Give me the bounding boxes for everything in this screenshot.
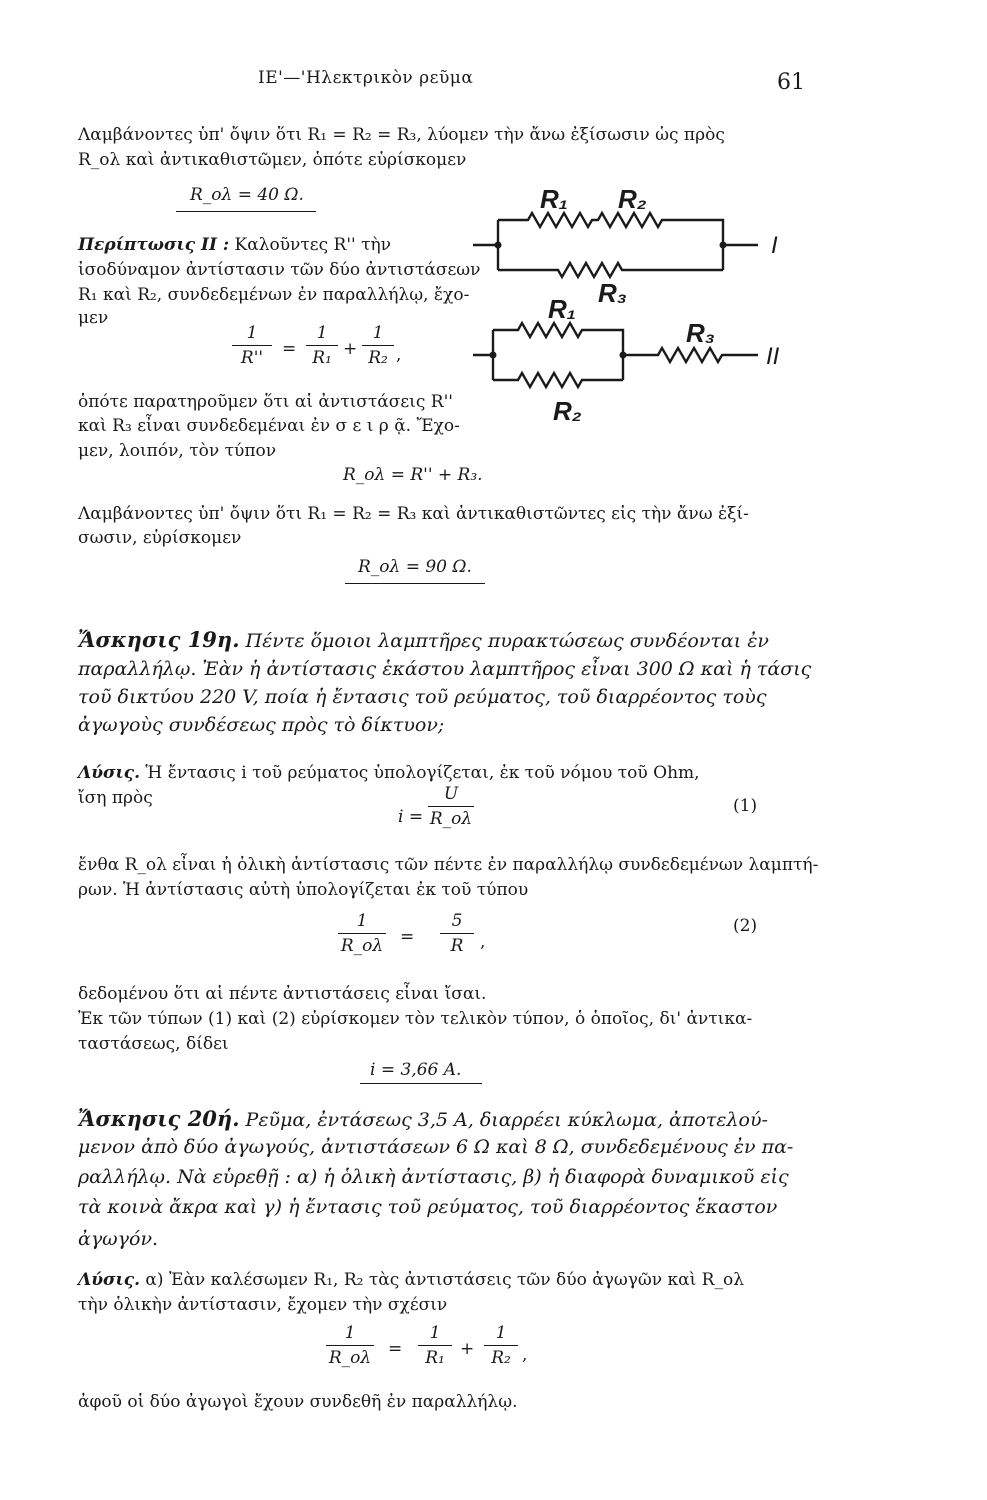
ex20-eq-frac-a (418, 1322, 452, 1369)
case2-eq-lhs-den: R'' (240, 348, 264, 368)
case2-line1 (78, 235, 391, 255)
case2-line4: μεν (78, 308, 109, 328)
ex20-eq-den-a: R₁ (425, 1348, 445, 1368)
ex19-eq2-equals: = (400, 927, 415, 947)
p1-result: R_ολ = 40 Ω. (190, 185, 304, 205)
ex19-eq2-frac-right (440, 910, 474, 957)
circuit1-label-r2: R₂ (618, 184, 647, 214)
case2-eq-b-den: R₂ (368, 348, 388, 368)
case2-heading: Περίπτωσις ΙΙ : (78, 235, 230, 255)
ex20-eq-comma: , (522, 1345, 528, 1365)
ex20-eq-frac-left (326, 1322, 374, 1369)
circuit1-label-r3: R₃ (598, 278, 627, 308)
ex19-sol-line1 (78, 763, 700, 783)
ex19-line8: Ἐκ τῶν τύπων (1) καὶ (2) εὑρίσκομεν τὸν τελικὸν τύπον, ὁ ὁποῖος, δι' ἀντικα- (78, 1009, 753, 1029)
case2-line3: R₁ καὶ R₂, συνδεδεμένων ἐν παραλλήλῳ, ἔχο- (78, 285, 470, 305)
p2-result: R_ολ = 90 Ω. (358, 557, 472, 577)
ex19-sol-line1-text: Ἡ ἔντασις i τοῦ ρεύματος ὑπολογίζεται, ἐκ τοῦ νόμου τοῦ Ohm, (145, 763, 700, 783)
p2-line1: Λαμβάνοντες ὑπ' ὄψιν ὅτι R₁ = R₂ = R₃ καὶ ἀντικαθιστῶντες εἰς τὴν ἄνω ἐξί- (78, 504, 749, 524)
case2-eq-a-num: 1 (316, 323, 328, 343)
case2-eq-term-a (306, 322, 338, 369)
ex19-eq2-den-right: R (450, 936, 464, 956)
circuit2-roman: II (766, 343, 780, 370)
ex20-line2: μενον ἀπὸ δύο ἀγωγούς, ἀντιστάσεων 6 Ω καὶ 8 Ω, συνδεδεμένους ἐν πα- (78, 1136, 794, 1158)
ex20-eq-num-a: 1 (429, 1323, 441, 1343)
case2-eq-comma: , (396, 345, 402, 365)
case2-eq-lhs (232, 322, 272, 369)
ex20-solution-heading: Λύσις. (78, 1270, 141, 1290)
p1-result-underline (176, 211, 316, 212)
ex20-heading: Ἄσκησις 20ή. (78, 1106, 240, 1131)
running-title: ΙΕ'—'Ηλεκτρικὸν ρεῦμα (258, 68, 474, 88)
p2-result-underline (345, 583, 485, 584)
ex19-eq1-frac (428, 783, 474, 830)
case2-line2: ἰσοδύναμον ἀντίστασιν τῶν δύο ἀντιστάσεων (78, 260, 481, 280)
ex19-line5: ἔνθα R_ολ εἶναι ἡ ὁλικὴ ἀντίστασις τῶν πέντε ἐν παραλλήλῳ συνδεδεμένων λαμπτή- (78, 855, 819, 875)
ex19-eq1-lhs: i = (398, 807, 424, 827)
ex19-line4: ἀγωγοὺς συνδέσεως πρὸς τὸ δίκτυον; (78, 714, 445, 736)
ex19-line7: δεδομένου ὅτι αἱ πέντε ἀντιστάσεις εἶναι ἴσαι. (78, 984, 487, 1004)
ex20-eq-equals: = (388, 1339, 403, 1359)
case2-eq-b-num: 1 (372, 323, 384, 343)
circuit2-label-r2: R₂ (553, 396, 582, 426)
circuit1-label-r1: R₁ (540, 184, 568, 214)
ex19-line2: παραλλήλῳ. Ἐὰν ἡ ἀντίστασις ἑκάστου λαμπτῆρος εἶναι 300 Ω καὶ ἡ τάσις (78, 658, 812, 680)
p1-line2: R_ολ καὶ ἀντικαθιστῶμεν, ὁπότε εὑρίσκομεν (78, 150, 467, 170)
ex19-eq2-den-left: R_ολ (340, 936, 384, 956)
case2-eq-plus: + (343, 339, 358, 359)
ex19-line9: ταστάσεως, δίδει (78, 1034, 229, 1054)
case2-eq-equals: = (282, 339, 297, 359)
p2-line2: σωσιν, εὑρίσκομεν (78, 528, 242, 548)
ex19-eq2-comma: , (480, 932, 486, 952)
ex20-eq-frac-b (484, 1322, 518, 1369)
case2-eq-lhs-num: 1 (246, 323, 258, 343)
ex19-line3: τοῦ δικτύου 220 V, ποία ἡ ἔντασις τοῦ ρεύματος, τοῦ διαρρέοντος τοὺς (78, 686, 767, 708)
ex19-eq1-num: U (443, 784, 459, 804)
ex20-eq-plus: + (460, 1339, 475, 1359)
ex19-eq2-tag: (2) (733, 916, 758, 936)
ex19-line1-text: Πέντε ὅμοιοι λαμπτῆρες πυρακτώσεως συνδέονται ἐν (245, 630, 769, 652)
ex20-line5: ἀγωγόν. (78, 1228, 159, 1250)
ex20-line1-text: Ρεῦμα, ἐντάσεως 3,5 A, διαρρέει κύκλωμα, ἀποτελού- (245, 1109, 768, 1131)
circuit2-label-r1: R₁ (548, 294, 576, 324)
case2-formula: R_ολ = R'' + R₃. (343, 465, 483, 485)
ex20-sol-line1-text: α) Ἐὰν καλέσωμεν R₁, R₂ τὰς ἀντιστάσεις τῶν δύο ἀγωγῶν καὶ R_ολ (145, 1270, 744, 1290)
ex19-solution-heading: Λύσις. (78, 763, 141, 783)
ex19-line6: ρων. Ἡ ἀντίστασις αὐτὴ ὑπολογίζεται ἐκ τοῦ τύπου (78, 880, 529, 900)
ex20-eq-den-left: R_ολ (328, 1348, 372, 1368)
ex20-sol-line2: τὴν ὁλικὴν ἀντίστασιν, ἔχομεν τὴν σχέσιν (78, 1295, 448, 1315)
ex20-line4: τὰ κοινὰ ἄκρα καὶ γ) ἡ ἔντασις τοῦ ρεύματος, τοῦ διαρρέοντος ἕκαστον (78, 1196, 778, 1218)
ex19-result-underline (360, 1083, 482, 1084)
ex19-sol-line2: ἴση πρὸς (78, 788, 153, 808)
case2-eq-term-b (362, 322, 394, 369)
ex20-sol-line1 (78, 1270, 744, 1290)
p1-line1: Λαμβάνοντες ὑπ' ὄψιν ὅτι R₁ = R₂ = R₃, λύομεν τὴν ἄνω ἐξίσωσιν ὡς πρὸς (78, 125, 725, 145)
ex20-last-line: ἀφοῦ οἱ δύο ἀγωγοὶ ἔχουν συνδεθῆ ἐν παραλλήλῳ. (78, 1392, 518, 1412)
ex19-eq1-den: R_ολ (429, 809, 473, 829)
ex19-eq2-num-left: 1 (356, 911, 368, 931)
ex20-eq-num-left: 1 (344, 1323, 356, 1343)
circuit-diagram (468, 180, 818, 430)
circuit2-label-r3: R₃ (686, 318, 715, 348)
ex20-eq-num-b: 1 (495, 1323, 507, 1343)
case2-line5: ὁπότε παρατηροῦμεν ὅτι αἱ ἀντιστάσεις R'' (78, 392, 453, 412)
ex20-line3: ραλλήλῳ. Νὰ εὑρεθῇ : α) ἡ ὁλικὴ ἀντίστασις, β) ἡ διαφορὰ δυναμικοῦ εἰς (78, 1166, 789, 1188)
ex19-result: i = 3,66 A. (370, 1060, 462, 1080)
ex20-line1 (78, 1106, 768, 1131)
ex19-eq2-num-right: 5 (451, 911, 463, 931)
page-number: 61 (777, 70, 805, 95)
ex19-heading: Ἄσκησις 19η. (78, 627, 240, 652)
ex19-eq2-frac-left (338, 910, 386, 957)
case2-line1-text: Καλοῦντες R'' τὴν (234, 235, 392, 255)
ex19-eq1-tag: (1) (733, 796, 758, 816)
case2-line6: καὶ R₃ εἶναι συνδεδεμέναι ἐν σ ε ι ρ ᾷ. Ἔχο- (78, 416, 460, 436)
ex20-eq-den-b: R₂ (491, 1348, 511, 1368)
case2-eq-a-den: R₁ (312, 348, 332, 368)
ex19-line1 (78, 627, 769, 652)
case2-line7: μεν, λοιπόν, τὸν τύπον (78, 441, 277, 461)
circuit1-roman: I (771, 232, 778, 259)
